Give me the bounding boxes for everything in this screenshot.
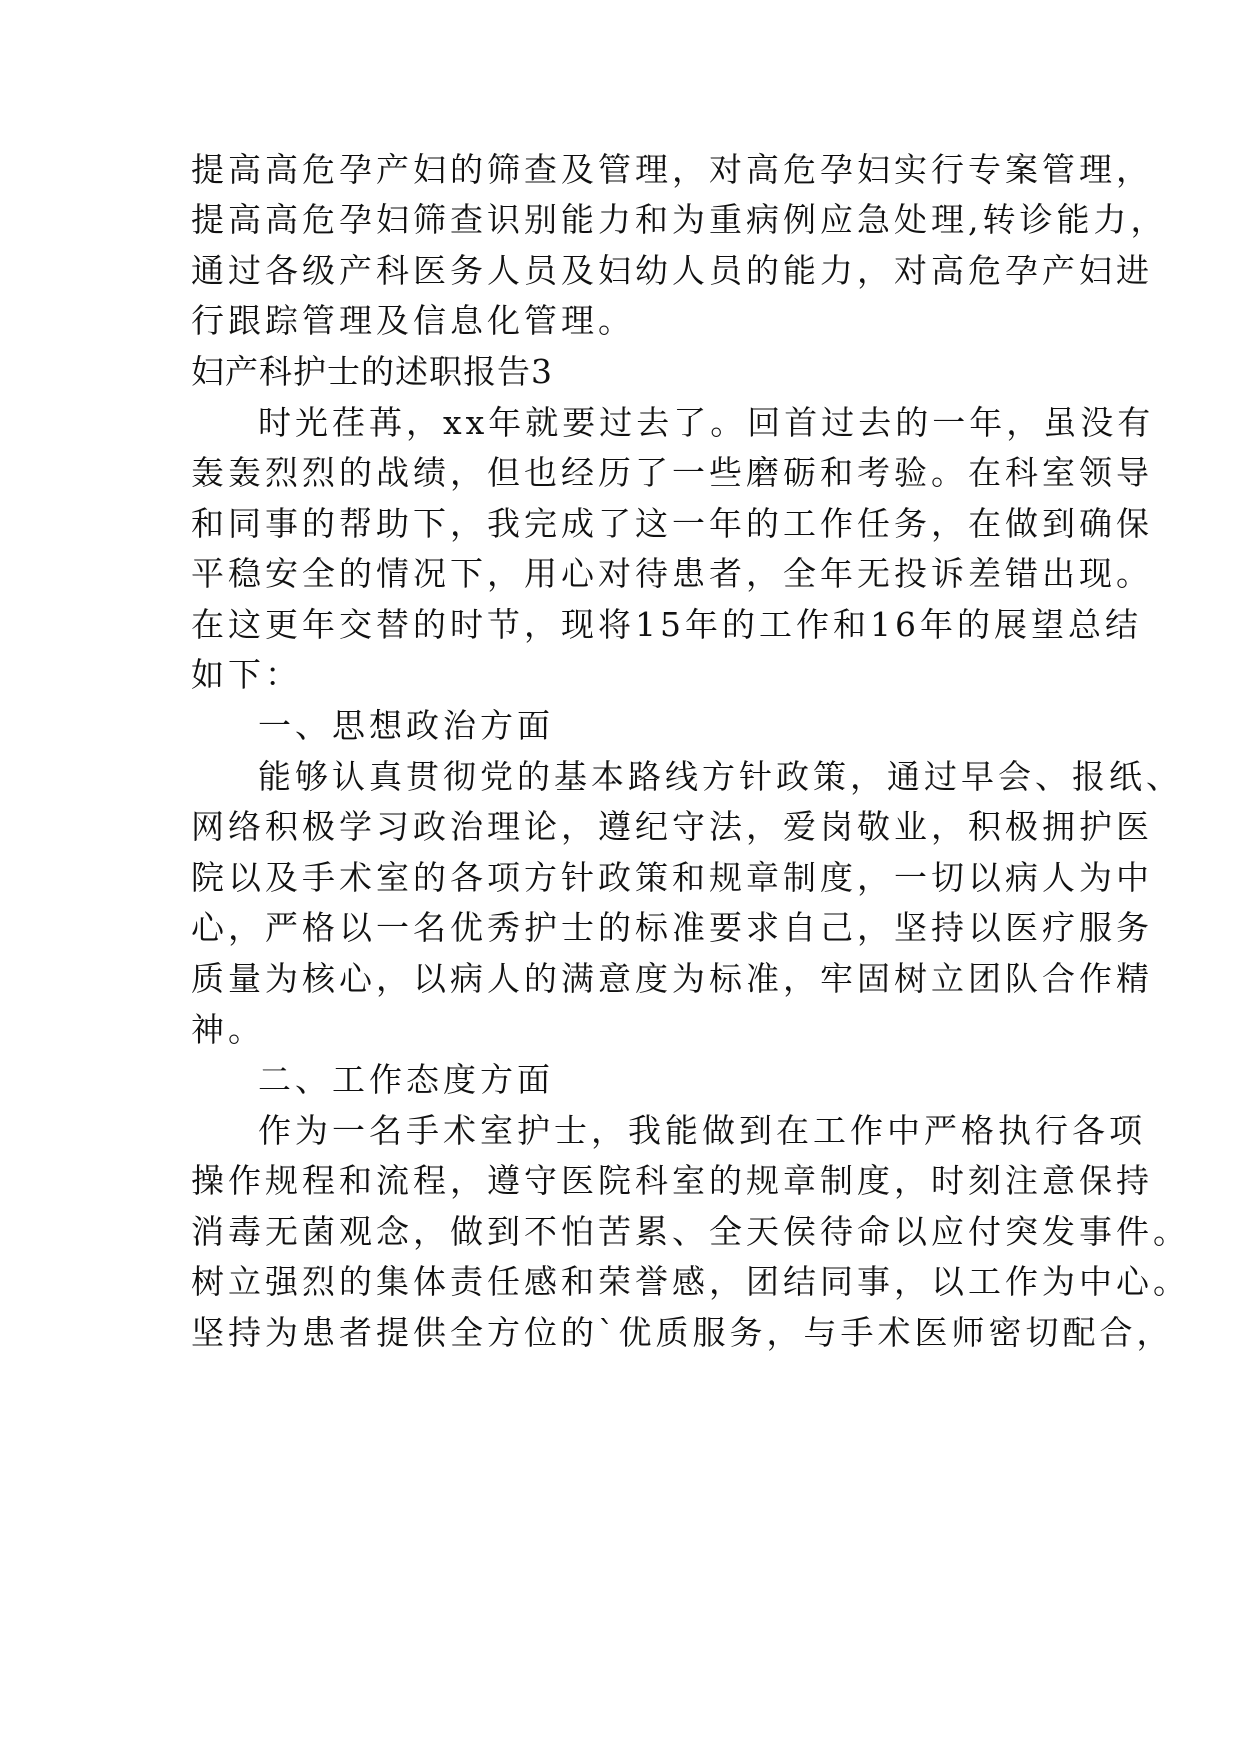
paragraph-line: 坚持为患者提供全方位的`优质服务，与手术医师密切配合， [191,1313,1174,1352]
subsection-heading: 一、思想政治方面 [258,706,554,745]
paragraph-line: 在这更年交替的时节，现将15年的工作和16年的展望总结 [191,605,1142,644]
section-title: 妇产科护士的述职报告3 [191,352,553,391]
paragraph-line: 提高高危孕妇筛查识别能力和为重病例应急处理,转诊能力， [191,200,1168,239]
paragraph-line: 心，严格以一名优秀护士的标准要求自己，坚持以医疗服务 [191,908,1153,947]
paragraph-line: 平稳安全的情况下，用心对待患者，全年无投诉差错出现。 [191,554,1153,593]
paragraph-line: 作为一名手术室护士，我能做到在工作中严格执行各项 [258,1111,1146,1150]
paragraph-line: 如下： [191,655,302,694]
paragraph-line: 质量为核心，以病人的满意度为标准，牢固树立团队合作精 [191,959,1153,998]
paragraph-line: 提高高危孕产妇的筛查及管理，对高危孕妇实行专案管理， [191,150,1153,189]
paragraph-line: 消毒无菌观念，做到不怕苦累、全天侯待命以应付突发事件。 [191,1212,1190,1251]
paragraph-line: 时光荏苒，xx年就要过去了。回首过去的一年，虽没有 [258,403,1155,442]
paragraph-line: 操作规程和流程，遵守医院科室的规章制度，时刻注意保持 [191,1161,1153,1200]
paragraph-line: 树立强烈的集体责任感和荣誉感，团结同事，以工作为中心。 [191,1262,1190,1301]
paragraph-line: 行跟踪管理及信息化管理。 [191,301,635,340]
paragraph-line: 和同事的帮助下，我完成了这一年的工作任务，在做到确保 [191,504,1153,543]
paragraph-line: 院以及手术室的各项方针政策和规章制度，一切以病人为中 [191,858,1153,897]
paragraph-line: 神。 [191,1010,265,1049]
paragraph-line: 网络积极学习政治理论，遵纪守法，爱岗敬业，积极拥护医 [191,807,1153,846]
subsection-heading: 二、工作态度方面 [258,1060,554,1099]
paragraph-line: 轰轰烈烈的战绩，但也经历了一些磨砺和考验。在科室领导 [191,453,1153,492]
paragraph-line: 通过各级产科医务人员及妇幼人员的能力，对高危孕产妇进 [191,251,1153,290]
paragraph-line: 能够认真贯彻党的基本路线方针政策，通过早会、报纸、 [258,757,1183,796]
